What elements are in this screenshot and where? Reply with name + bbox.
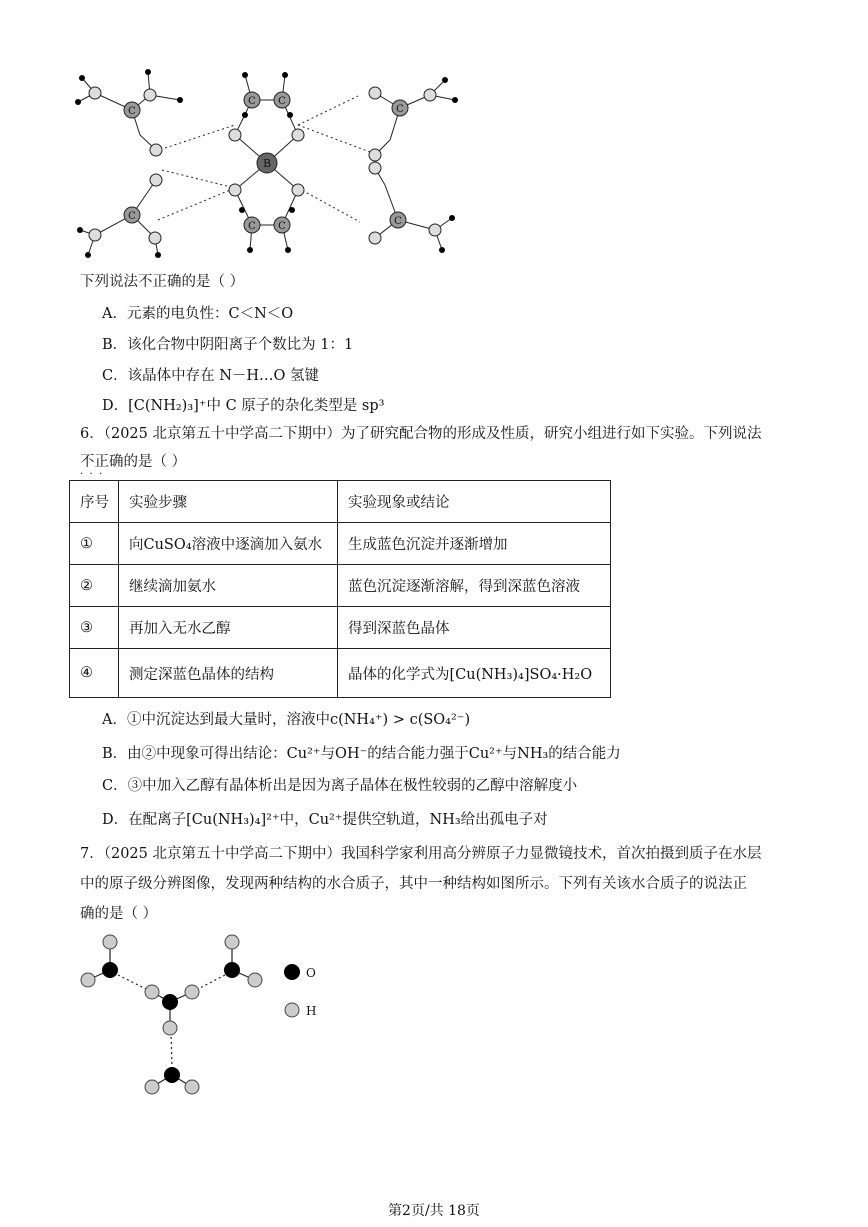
q5-option-d: D．[C(NH₂)₃]⁺中 C 原子的杂化类型是 sp³	[102, 398, 385, 414]
table-header: 序号	[70, 481, 119, 523]
q6-stem-line1: 6．（2025 北京第五十中学高二下期中）为了研究配合物的形成及性质，研究小组进行如下实验。下列说法	[80, 426, 762, 442]
q6-option-a: A．①中沉淀达到最大量时，溶液中c(NH₄⁺) > c(SO₄²⁻)	[102, 712, 471, 728]
table-cell: 测定深蓝色晶体的结构	[119, 649, 338, 698]
carbon-label: C	[248, 96, 256, 107]
table-cell: 晶体的化学式为[Cu(NH₃)₄]SO₄·H₂O	[338, 649, 611, 698]
table-row	[70, 565, 611, 607]
q6-option-c: C．③中加入乙醇有晶体析出是因为离子晶体在极性较弱的乙醇中溶解度小	[102, 778, 578, 794]
carbon-label: C	[128, 211, 136, 222]
table-row	[70, 649, 611, 698]
hydrated-proton-figure	[70, 930, 340, 1100]
legend-label-o: O	[306, 966, 316, 980]
table-cell: ①	[70, 523, 119, 565]
table-row	[70, 523, 611, 565]
table-row	[70, 607, 611, 649]
carbon-label: C	[396, 104, 404, 115]
q5-option-a: A．元素的电负性：C＜N＜O	[102, 306, 294, 322]
carbon-label: C	[278, 221, 286, 232]
table-header: 实验步骤	[119, 481, 338, 523]
table-header: 实验现象或结论	[338, 481, 611, 523]
carbon-label: C	[128, 106, 136, 117]
oxygen-legend-marker	[284, 964, 300, 980]
table-cell: 向CuSO₄溶液中逐滴加入氨水	[119, 523, 338, 565]
experiment-table	[69, 480, 611, 698]
table-cell: ③	[70, 607, 119, 649]
carbon-label: C	[278, 96, 286, 107]
carbon-label: C	[248, 221, 256, 232]
table-cell: 继续滴加氨水	[119, 565, 338, 607]
q7-stem-line2: 中的原子级分辨图像，发现两种结构的水合质子，其中一种结构如图所示。下列有关该水合质子的说法正	[80, 876, 747, 892]
hydrogen-legend-marker	[285, 1003, 299, 1017]
table-cell: ④	[70, 649, 119, 698]
q5-option-c: C．该晶体中存在 N－H…O 氢键	[102, 368, 320, 384]
q5-stem: 下列说法不正确的是（ ）	[80, 274, 245, 290]
q5-option-b: B．该化合物中阴阳离子个数比为 1：1	[102, 337, 354, 353]
crystal-structure-figure	[70, 60, 470, 270]
emphasis-dots: · · ·	[80, 469, 103, 480]
q6-option-d: D．在配离子[Cu(NH₃)₄]²⁺中，Cu²⁺提供空轨道，NH₃给出孤电子对	[102, 812, 548, 828]
table-cell: 再加入无水乙醇	[119, 607, 338, 649]
q6-stem-line2: 不正确的是（ ）	[80, 454, 187, 470]
table-cell: 生成蓝色沉淀并逐渐增加	[338, 523, 611, 565]
table-cell: 得到深蓝色晶体	[338, 607, 611, 649]
page-footer: 第2页/共 18页	[388, 1203, 480, 1219]
legend-label-h: H	[306, 1004, 317, 1018]
table-cell: 蓝色沉淀逐渐溶解，得到深蓝色溶液	[338, 565, 611, 607]
boron-label: B	[262, 157, 272, 170]
q7-stem-line1: 7．（2025 北京第五十中学高二下期中）我国科学家利用高分辨原子力显微镜技术，首次拍摄到质子在水层	[80, 846, 762, 862]
q6-option-b: B．由②中现象可得出结论：Cu²⁺与OH⁻的结合能力强于Cu²⁺与NH₃的结合能力	[102, 746, 621, 762]
table-cell: ②	[70, 565, 119, 607]
q7-stem-line3: 确的是（ ）	[80, 906, 158, 922]
table-header-row	[70, 481, 611, 523]
carbon-label: C	[394, 216, 402, 227]
